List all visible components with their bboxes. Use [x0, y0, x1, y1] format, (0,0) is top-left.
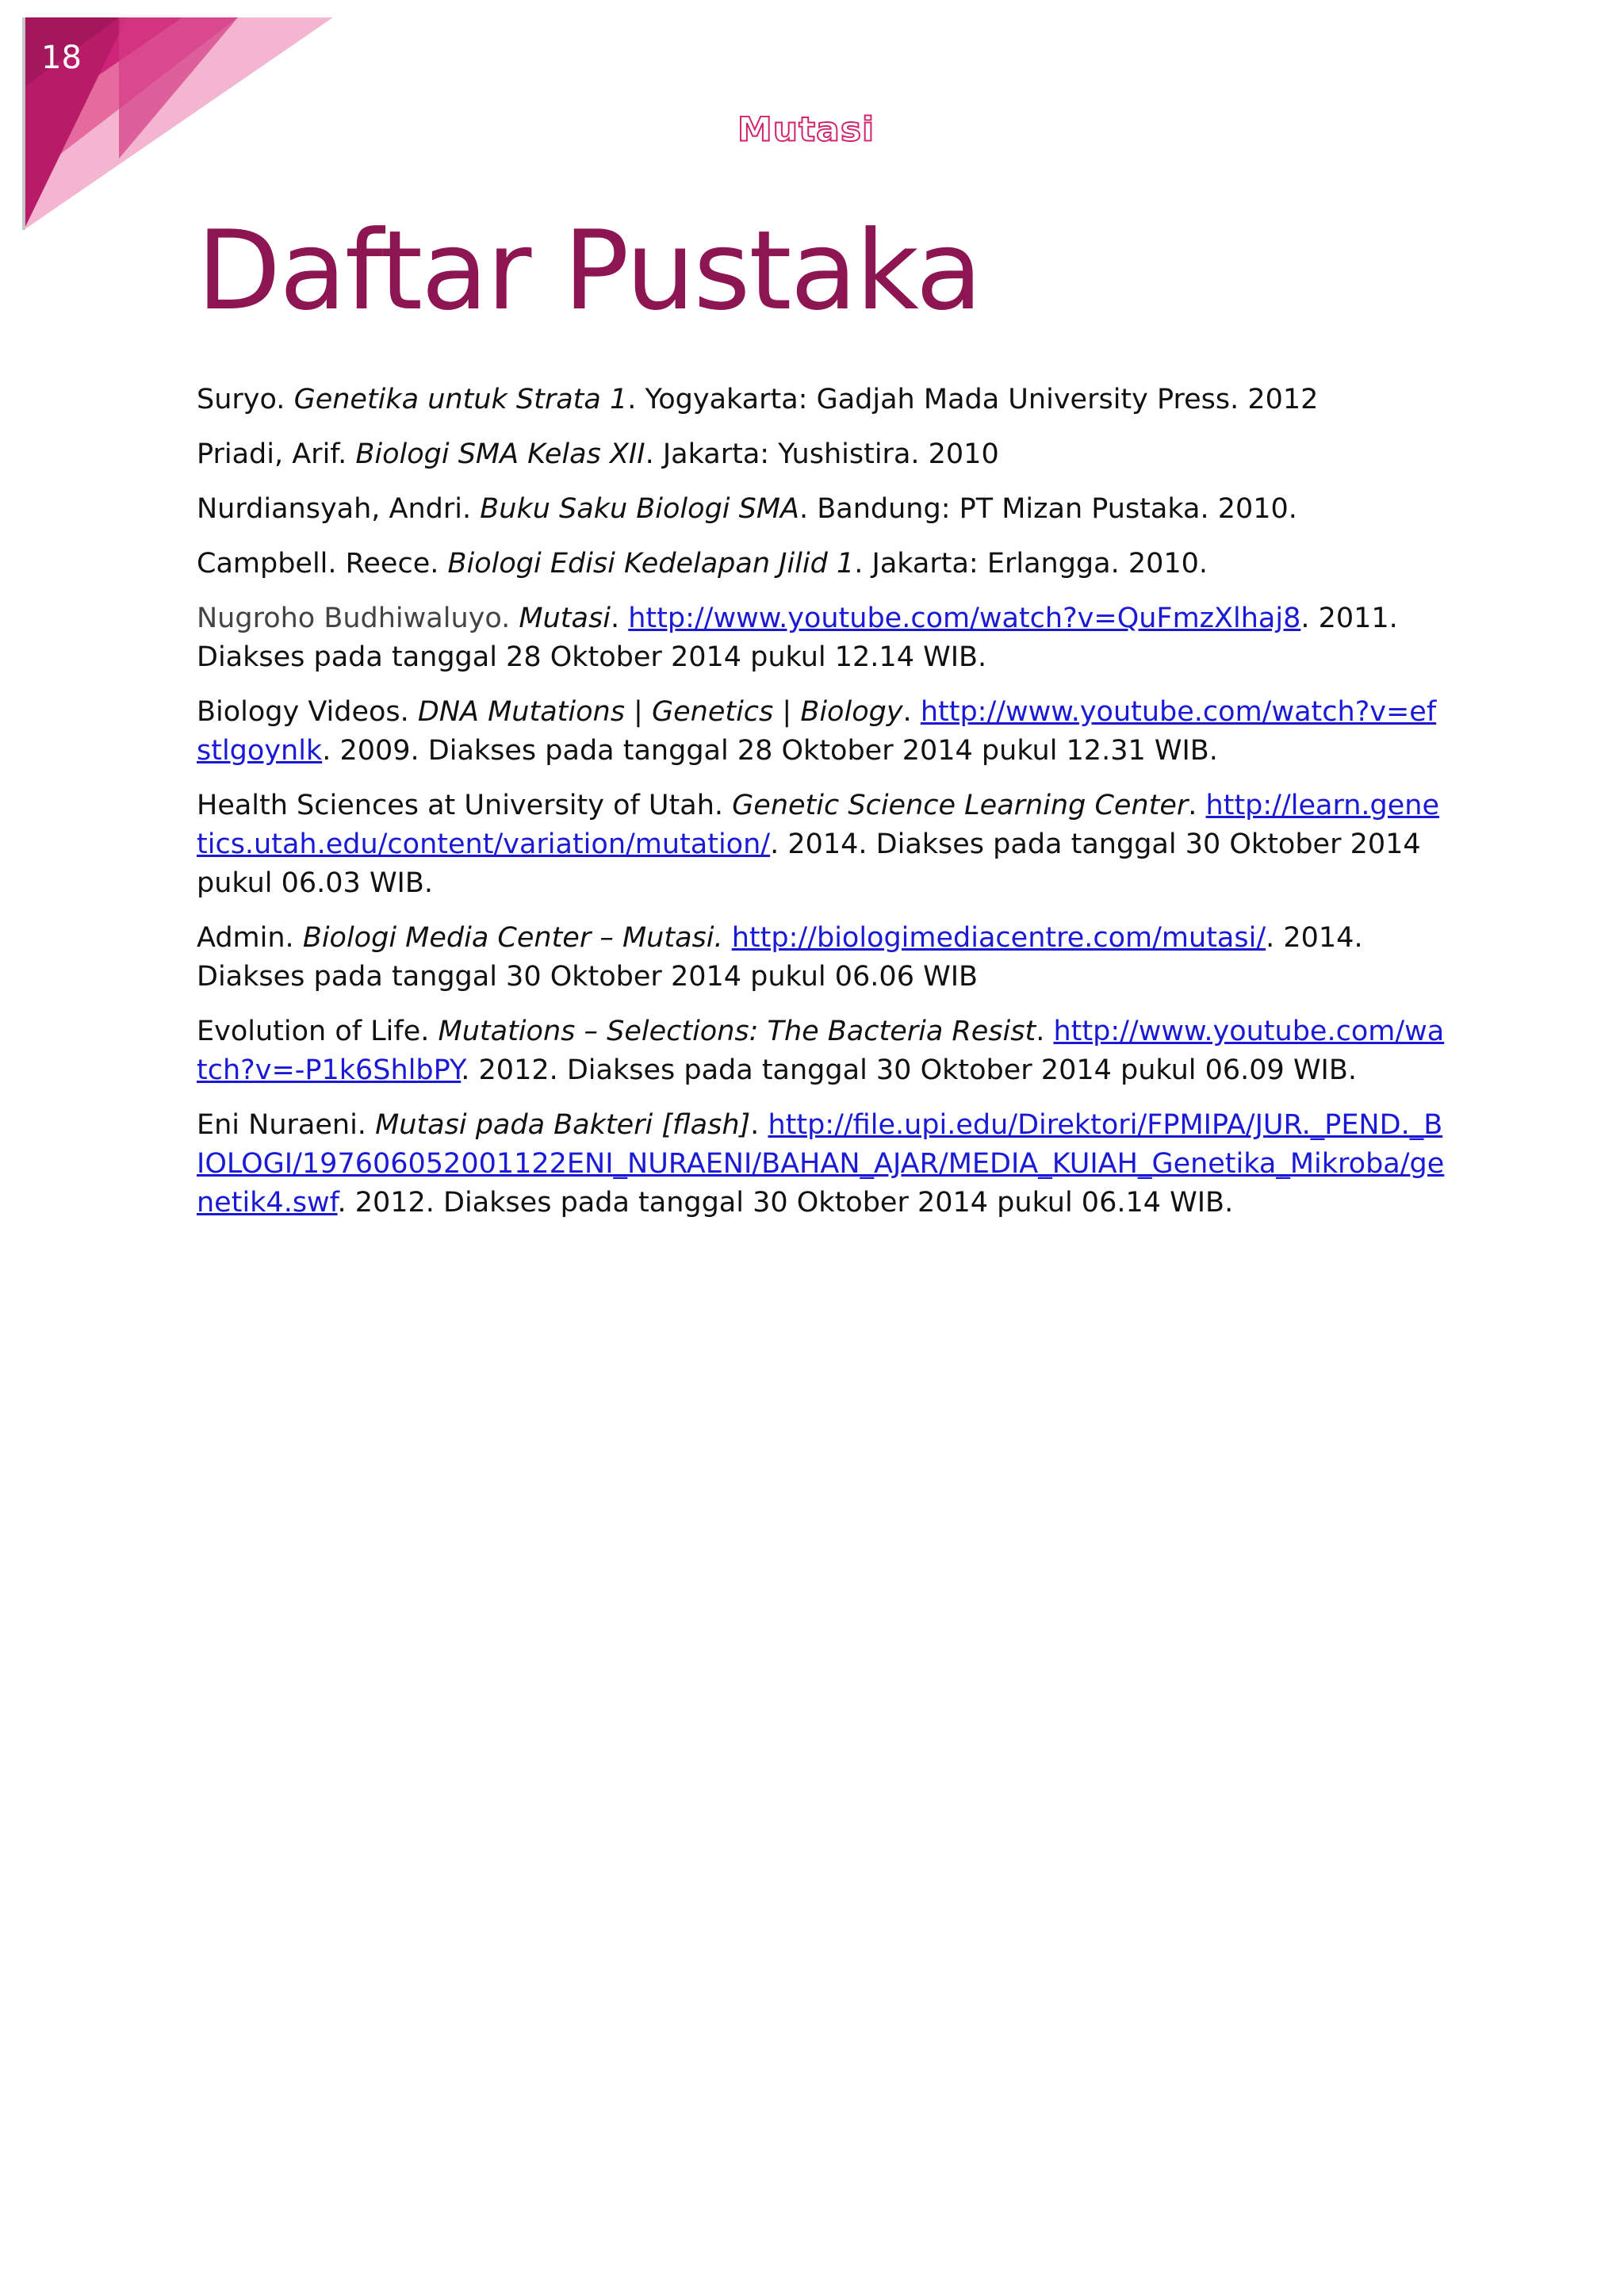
- reference-access-info: . 2012. Diakses pada tanggal 30 Oktober 2014 pukul 06.09 WIB.: [461, 1054, 1358, 1086]
- reference-author: Evolution of Life.: [197, 1016, 430, 1047]
- reference-access-info: . 2009. Diakses pada tanggal 28 Oktober 2014 pukul 12.31 WIB.: [322, 735, 1218, 767]
- reference-author: Priadi, Arif.: [197, 438, 347, 470]
- reference-title: Biologi SMA Kelas XII: [355, 438, 645, 470]
- reference-item: [197, 435, 1450, 474]
- reference-title: Mutasi pada Bakteri [flash]: [375, 1109, 751, 1141]
- reference-title: Buku Saku Biologi SMA: [480, 493, 799, 525]
- reference-author: Health Sciences at University of Utah.: [197, 790, 724, 821]
- reference-author: Campbell. Reece.: [197, 548, 439, 580]
- reference-item: [197, 381, 1450, 419]
- reference-title: Genetic Science Learning Center: [732, 790, 1189, 821]
- page-title: Daftar Pustaka: [197, 207, 982, 335]
- reference-author: Suryo.: [197, 384, 285, 415]
- reference-link[interactable]: http://learn.genetics.utah.edu/content/variation/mutation/: [197, 790, 1440, 860]
- reference-link[interactable]: http://www.youtube.com/watch?v=efstlgoynlk: [197, 696, 1437, 767]
- reference-author: Nurdiansyah, Andri.: [197, 493, 472, 525]
- page-number: 18: [41, 40, 82, 76]
- reference-author: Biology Videos.: [197, 696, 409, 728]
- reference-details: . Yogyakarta: Gadjah Mada University Press. 2012: [627, 384, 1319, 415]
- reference-title: Mutations – Selections: The Bacteria Resist: [438, 1016, 1036, 1047]
- reference-link[interactable]: http://www.youtube.com/watch?v=-P1k6ShlbPY: [197, 1016, 1445, 1086]
- reference-list: [197, 381, 1450, 1238]
- reference-details: .: [902, 696, 912, 728]
- reference-item: [197, 1106, 1450, 1223]
- reference-author: Nugroho Budhiwaluyo.: [197, 603, 511, 634]
- reference-item: [197, 490, 1450, 529]
- reference-title: Genetika untuk Strata 1: [293, 384, 628, 415]
- reference-item: [197, 693, 1450, 771]
- reference-access-info: . 2014. Diakses pada tanggal 30 Oktober 2014 pukul 06.03 WIB.: [197, 828, 1421, 899]
- reference-title: DNA Mutations | Genetics | Biology: [417, 696, 903, 728]
- reference-title: Mutasi: [519, 603, 611, 634]
- reference-item: [197, 919, 1450, 997]
- reference-access-info: . 2014. Diakses pada tanggal 30 Oktober 2014 pukul 06.06 WIB: [197, 922, 1363, 993]
- reference-item: [197, 599, 1450, 677]
- reference-details: . Bandung: PT Mizan Pustaka. 2010.: [799, 493, 1297, 525]
- reference-author: Admin.: [197, 922, 294, 954]
- reference-item: [197, 1012, 1450, 1090]
- reference-item: [197, 786, 1450, 903]
- reference-access-info: . 2011. Diakses pada tanggal 28 Oktober 2014 pukul 12.14 WIB.: [197, 603, 1398, 673]
- reference-details: .: [610, 603, 620, 634]
- reference-link[interactable]: http://file.upi.edu/Direktori/FPMIPA/JUR._PEND._BIOLOGI/197606052001122ENI_NURAENI/BAHAN_AJAR/MEDIA_KUIAH_Genetika_Mikroba/genetik4.swf: [197, 1109, 1445, 1219]
- reference-title: Biologi Media Center – Mutasi.: [302, 922, 723, 954]
- header-logo: Mutasi: [737, 110, 875, 149]
- reference-title: Biologi Edisi Kedelapan Jilid 1: [447, 548, 855, 580]
- reference-details: .: [750, 1109, 760, 1141]
- corner-decoration: [0, 0, 349, 238]
- reference-details: .: [1036, 1016, 1045, 1047]
- reference-details: .: [1188, 790, 1197, 821]
- reference-details: . Jakarta: Yushistira. 2010: [645, 438, 999, 470]
- reference-link[interactable]: http://biologimediacentre.com/mutasi/: [731, 922, 1266, 954]
- reference-access-info: . 2012. Diakses pada tanggal 30 Oktober 2014 pukul 06.14 WIB.: [337, 1187, 1234, 1219]
- reference-link[interactable]: http://www.youtube.com/watch?v=QuFmzXlhaj8: [628, 603, 1301, 634]
- reference-author: Eni Nuraeni.: [197, 1109, 366, 1141]
- reference-details: . Jakarta: Erlangga. 2010.: [854, 548, 1208, 580]
- reference-item: [197, 545, 1450, 584]
